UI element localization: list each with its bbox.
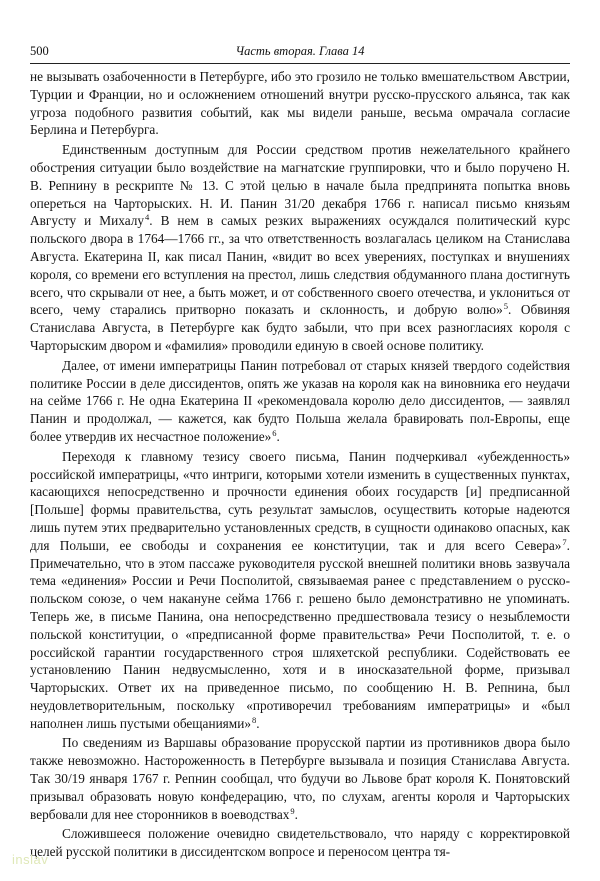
paragraph [30, 141, 570, 355]
text-segment: . Примечательно, что в этом пассаже руководителя русской внешней политики вновь зазвучала тема «единения» России и Речи Посполитой, связываемая ранее с представлением о русско-польском союзе, о чем накануне сейма 1766 г. решено было демонстративно не упоминать. Теперь же, в письме Панина, она непосредственно предшествовала тезису о незыблемости польской конституции, о «предписанной форме правительства» Речи Посполитой, т. е. о российской гарантии государственного строя шляхетской республики. Содействовать ее установлению Панин недвусмысленно, хотя и в иносказательной форме, призывал Чарторыских. Ответ их на приведенное письмо, по сообщению Н. В. Репнина, был неудовлетворительным, поскольку «противоречил требованиям императрицы» и «был наполнен лишь пустыми обещаниями» [30, 537, 570, 731]
text-segment: . [276, 428, 280, 444]
text-segment: Единственным доступным для России средством против нежелательного крайнего обострения ситуации было воздействие на магнатские группировки, что и было поручено Н. В. Репнину в рескрипте № 13. С этой целью в начале была предпринята попытка вновь опереться на Чарторыских. Н. И. Панин 31/20 декабря 1766 г. написал письмо князьям Августу и Михалу [30, 142, 570, 229]
text-segment: . [294, 806, 298, 822]
running-title: Часть вторая. Глава 14 [235, 44, 365, 58]
text-segment: . В нем в самых резких выражениях осуждался политический курс польского двора в 1764—1766 гг., за что ответственность возлагалась целиком на Станислава Августа. Екатерина II, как писал Панин, «видит во всех уверениях, поступках и внушениях короля, со времени его вступления на престол, лишь следствия обдуманного плана достигнуть всего, что скрывали от нее, а быть может, и от собственного своего отечества, и уклониться от всего, чему старались притворно показать и склонность, и добрую волю» [30, 213, 570, 318]
text-segment: . Обвиняя Станислава Августа, в Петербурге как будто забыли, что при всех разногласиях короля с Чарторыским двором и «фамилия» проводили единую в своей основе политику. [30, 302, 570, 353]
paragraph [30, 448, 570, 733]
text-segment: . [256, 715, 260, 731]
footnote-marker: 6 [272, 427, 277, 438]
footnote-marker: 7 [562, 536, 567, 547]
paragraph [30, 357, 570, 446]
footnote-marker: 4 [145, 212, 150, 223]
footnote-marker: 5 [503, 301, 509, 312]
paragraph [30, 825, 570, 861]
watermark: inslav [12, 852, 49, 867]
body-text [30, 68, 570, 863]
text-segment: По сведениям из Варшавы образование прорусской партии из противников двора было также невозможно. Настороженность в Петербурге вызывала и позиция Станислава Августа. Так 30/19 января 1767 г. Репнин сообщал, что будучи во Львове брат короля К. Понятовский призывал образовать новую конфедерацию, что, по слухам, агенты короля и Чарторыских вербовали для нее сторонников в воеводствах [30, 735, 570, 822]
text-segment: не вызывать озабоченности в Петербурге, ибо это грозило не только вмешательством Австрии, Турции и Франции, но и осложнением отношений внутри русско-прусского альянса, так как угроза подобного развития событий, как мы видели раньше, весьма омрачала согласие Берлина и Петербурга. [30, 69, 570, 138]
header-rule [30, 63, 570, 64]
text-segment: Сложившееся положение очевидно свидетельствовало, что наряду с корректировкой целей русской политики в диссидентском вопросе и переносом центра тя- [30, 826, 570, 860]
text-segment: Далее, от имени императрицы Панин потребовал от старых князей твердого содействия политике России в деле диссидентов, опять же указав на короля как на виновника его неудачи на сейме 1766 г. Не одна Екатерина II «рекомендовала королю дело диссидентов, — заявлял Панин и продолжал, — кажется, как будто Польша желала бравировать пол-Европы, еще более утвердив их несчастное положение» [30, 357, 570, 444]
page-header [30, 44, 570, 62]
page-number: 500 [30, 44, 49, 58]
text-segment: Переходя к главному тезису своего письма, Панин подчеркивал «убежденность» российской императрицы, «что интриги, которыми хотели изменить в существенных пунктах, касающихся непосредственно и прочности единения обоих государств [и] предписанной [Польше] формы правительства, суть результат замыслов, осуществить которые надеются лишь путем этих предварительно установленных средств, в сущности одинаково опасных, как для Польши, ее свободы и сохранения ее конституции, так и для всего Севера» [30, 448, 570, 553]
footnote-marker: 9 [290, 805, 295, 816]
paragraph [30, 734, 570, 823]
paragraph [30, 68, 570, 139]
footnote-marker: 8 [251, 714, 257, 725]
